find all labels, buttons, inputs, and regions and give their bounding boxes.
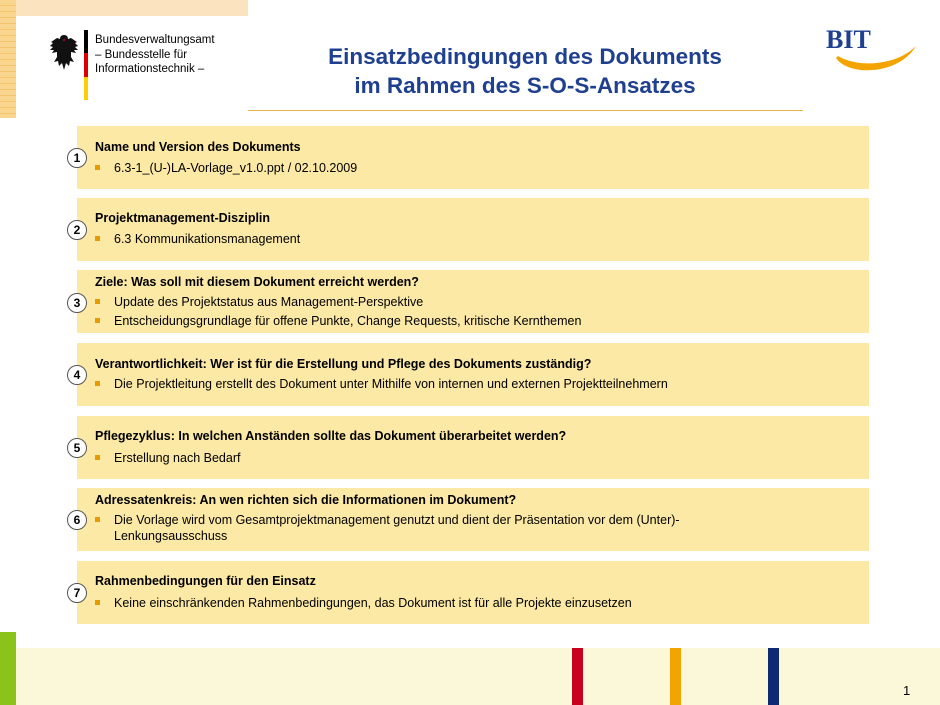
- section-heading: Ziele: Was soll mit diesem Dokument erreicht werden?: [95, 275, 419, 289]
- bit-logo-text: BIT: [826, 25, 871, 54]
- left-stripe-top: [0, 0, 16, 118]
- section-box-5: [77, 416, 869, 479]
- bullet-square-icon: [95, 165, 100, 170]
- page-title: [250, 42, 800, 100]
- section-box-7: [77, 561, 869, 624]
- section-bullet: Keine einschränkenden Rahmenbedingungen, das Dokument ist für alle Projekte einzusetzen: [95, 595, 794, 611]
- page-number: 1: [903, 683, 911, 698]
- section-heading: Rahmenbedingungen für den Einsatz: [95, 574, 316, 588]
- section-bullet: 6.3 Kommunikationsmanagement: [95, 231, 794, 247]
- section-heading: Verantwortlichkeit: Wer ist für die Erstellung und Pflege des Dokuments zuständig?: [95, 357, 592, 371]
- title-line-1: Einsatzbedingungen des Dokuments: [328, 44, 722, 69]
- footer-bar-red: [572, 648, 583, 705]
- section-bullet: Erstellung nach Bedarf: [95, 450, 794, 466]
- section-heading: Adressatenkreis: An wen richten sich die Informationen im Dokument?: [95, 493, 517, 507]
- section-heading: Projektmanagement-Disziplin: [95, 211, 271, 225]
- eagle-icon: [48, 32, 80, 74]
- section-box-4: [77, 343, 869, 406]
- footer-bar-navy: [768, 648, 779, 705]
- bottom-band: [16, 648, 940, 705]
- german-flag: [84, 30, 88, 100]
- section-number-badge: 4: [67, 365, 87, 385]
- section-bullet: Die Vorlage wird vom Gesamtprojektmanagement genutzt und dient der Präsentation vor dem (Unter)-Lenkungsausschuss: [95, 512, 754, 544]
- org-line-1: Bundesverwaltungsamt: [95, 34, 215, 46]
- section-bullet: Update des Projektstatus aus Management-Perspektive: [95, 294, 794, 310]
- title-line-2: im Rahmen des S-O-S-Ansatzes: [354, 73, 696, 98]
- section-bullet: 6.3-1_(U-)LA-Vorlage_v1.0.ppt / 02.10.2009: [95, 160, 794, 176]
- org-line-3: Informationstechnik –: [95, 63, 205, 75]
- bullet-square-icon: [95, 318, 100, 323]
- section-number-badge: 7: [67, 583, 87, 603]
- section-number-badge: 1: [67, 148, 87, 168]
- section-heading: Name und Version des Dokuments: [95, 140, 301, 154]
- section-number-badge: 6: [67, 510, 87, 530]
- bullet-square-icon: [95, 600, 100, 605]
- section-box-2: [77, 198, 869, 261]
- left-stripe-bottom: [0, 632, 16, 705]
- section-box-6: [77, 488, 869, 551]
- bullet-square-icon: [95, 517, 100, 522]
- section-bullet: Die Projektleitung erstellt des Dokument unter Mithilfe von internen und externen Projektteilnehmern: [95, 376, 794, 392]
- top-band: [16, 0, 248, 16]
- bullet-square-icon: [95, 299, 100, 304]
- section-number-badge: 5: [67, 438, 87, 458]
- bullet-square-icon: [95, 381, 100, 386]
- section-heading: Pflegezyklus: In welchen Anständen sollte das Dokument überarbeitet werden?: [95, 429, 567, 443]
- section-number-badge: 2: [67, 220, 87, 240]
- bullet-square-icon: [95, 236, 100, 241]
- section-number-badge: 3: [67, 293, 87, 313]
- bit-logo: [818, 18, 918, 78]
- title-underline: [248, 110, 803, 111]
- footer-bar-orange: [670, 648, 681, 705]
- bullet-square-icon: [95, 455, 100, 460]
- section-box-1: [77, 126, 869, 189]
- org-line-2: – Bundesstelle für: [95, 48, 188, 61]
- organization-name: [95, 33, 215, 77]
- section-bullet: Entscheidungsgrundlage für offene Punkte, Change Requests, kritische Kernthemen: [95, 313, 794, 329]
- section-box-3: [77, 270, 869, 333]
